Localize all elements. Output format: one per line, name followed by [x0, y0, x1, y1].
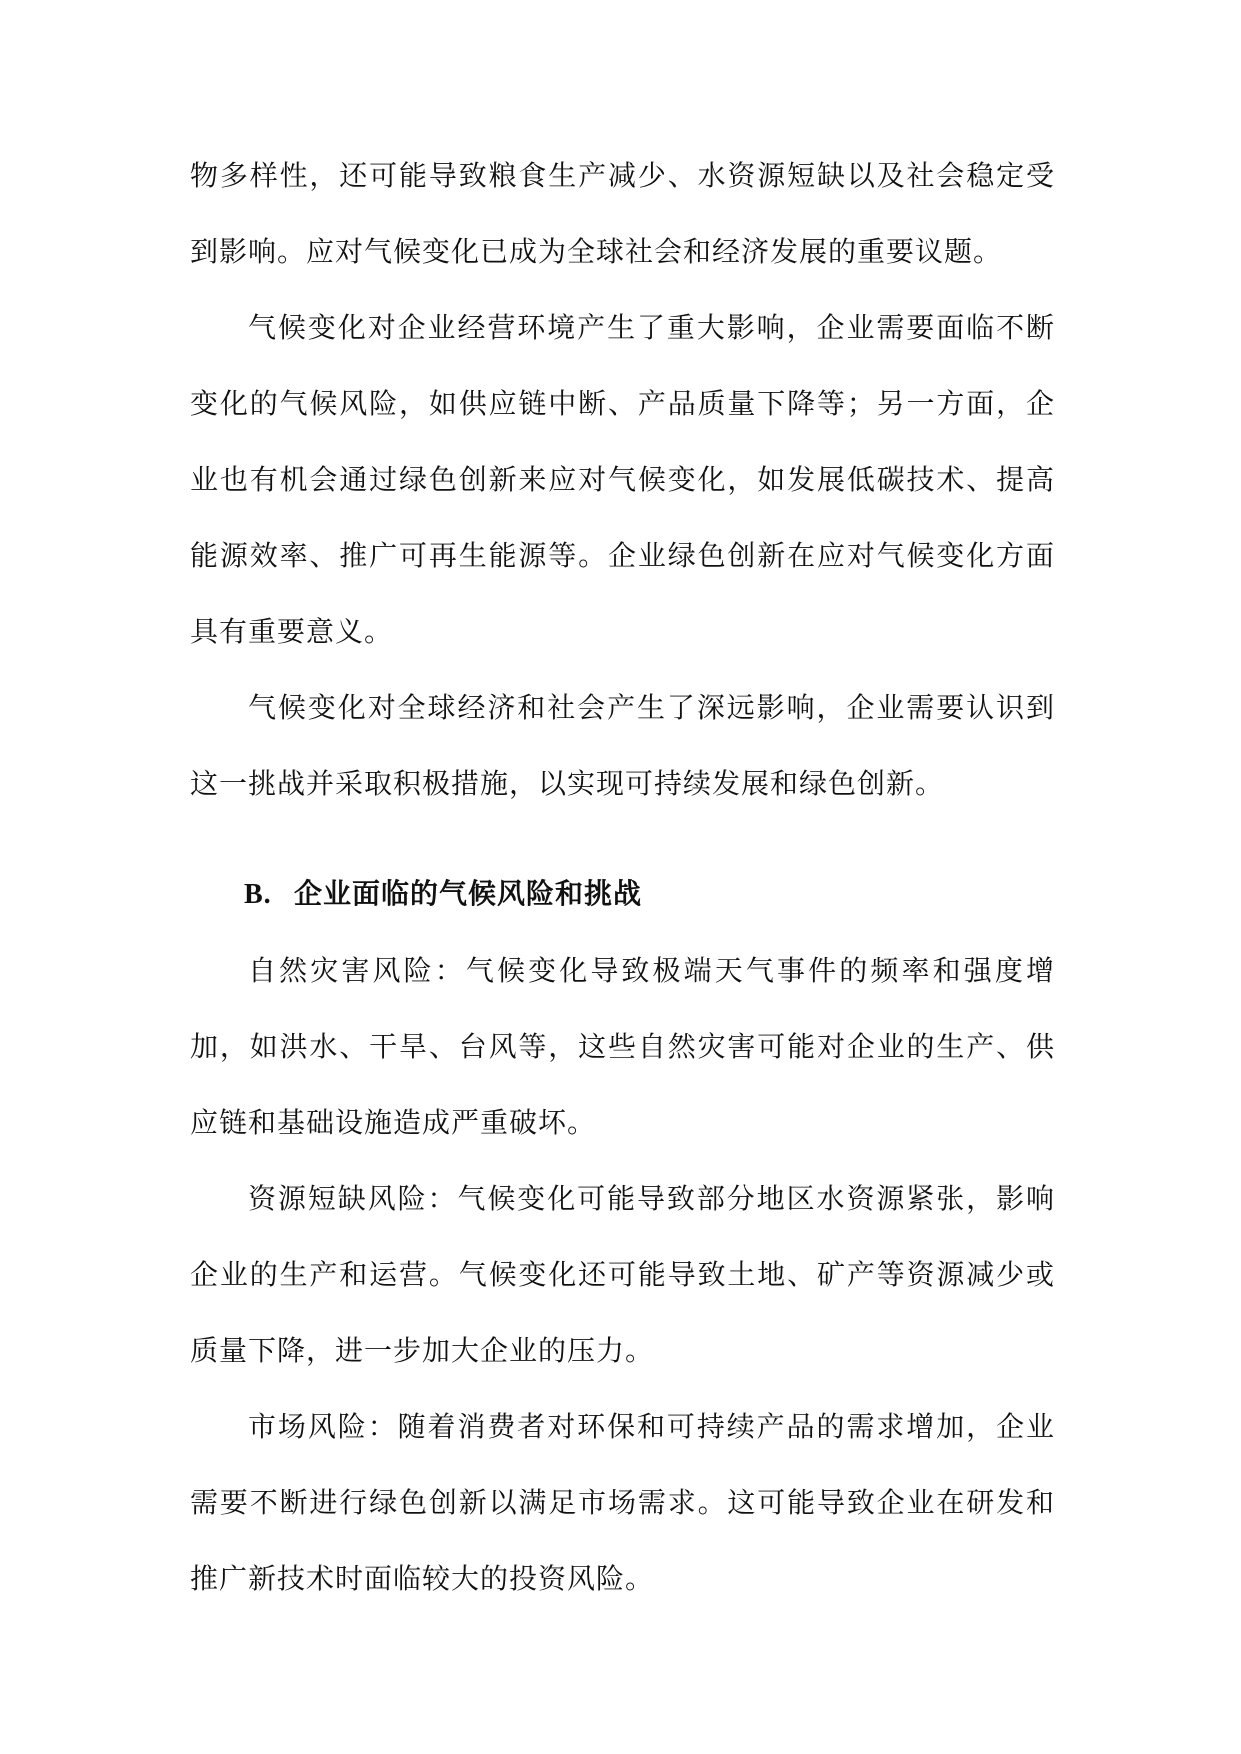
section-heading	[190, 856, 1055, 933]
paragraph-business-environment: 气候变化对企业经营环境产生了重大影响，企业需要面临不断变化的气候风险，如供应链中断、产品质量下降等；另一方面，企业也有机会通过绿色创新来应对气候变化，如发展低碳技术、提高能源效率、推广可再生能源等。企业绿色创新在应对气候变化方面具有重要意义。	[190, 311, 1055, 648]
document-body	[190, 138, 1055, 1617]
section-label: B.	[244, 879, 272, 910]
paragraph-natural-disaster-risk: 自然灾害风险：气候变化导致极端天气事件的频率和强度增加，如洪水、干旱、台风等，这些自然灾害可能对企业的生产、供应链和基础设施造成严重破坏。	[190, 954, 1055, 1139]
paragraph-market-risk: 市场风险：随着消费者对环保和可持续产品的需求增加，企业需要不断进行绿色创新以满足市场需求。这可能导致企业在研发和推广新技术时面临较大的投资风险。	[190, 1410, 1055, 1595]
paragraph-global-impact: 气候变化对全球经济和社会产生了深远影响，企业需要认识到这一挑战并采取积极措施，以实现可持续发展和绿色创新。	[190, 691, 1055, 800]
paragraph-resource-shortage-risk: 资源短缺风险：气候变化可能导致部分地区水资源紧张，影响企业的生产和运营。气候变化还可能导致土地、矿产等资源减少或质量下降，进一步加大企业的压力。	[190, 1182, 1055, 1367]
paragraph-biodiversity-impact: 物多样性，还可能导致粮食生产减少、水资源短缺以及社会稳定受到影响。应对气候变化已成为全球社会和经济发展的重要议题。	[190, 159, 1055, 268]
section-title: 企业面临的气候风险和挑战	[294, 877, 643, 910]
